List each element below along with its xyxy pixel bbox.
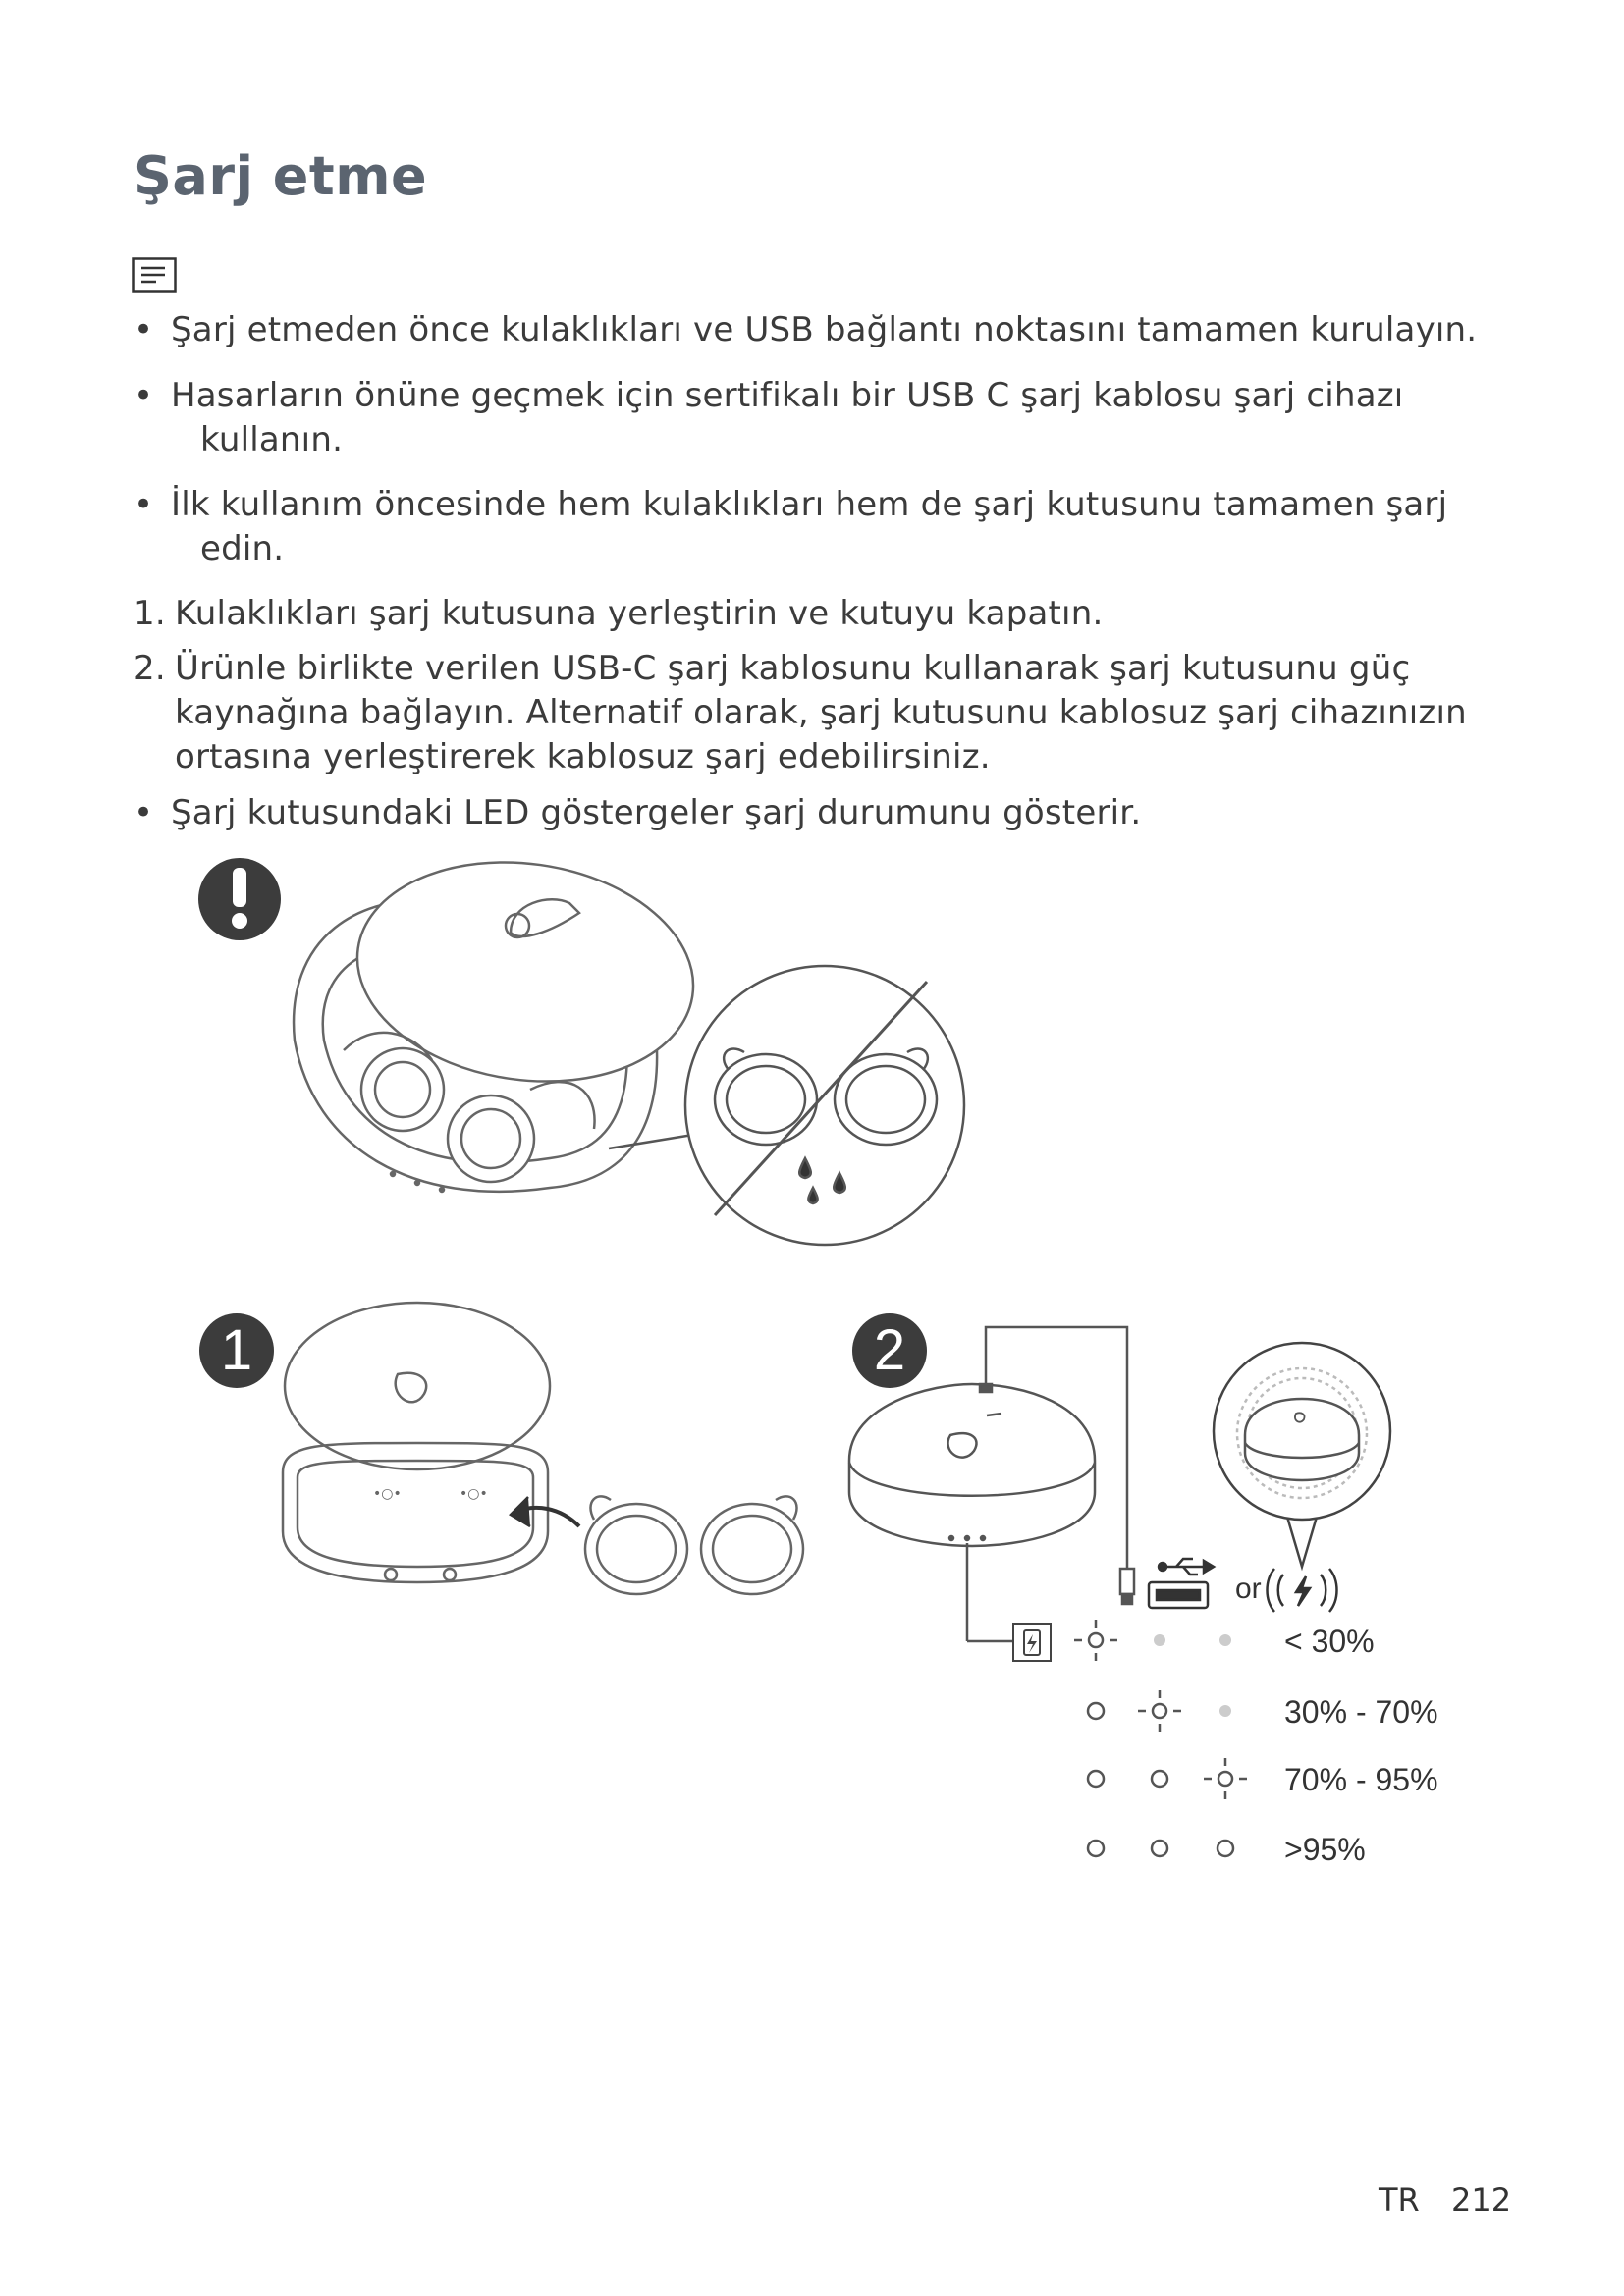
led-on	[1088, 1703, 1104, 1719]
led-level-label: >95%	[1284, 1832, 1366, 1867]
led-on	[1088, 1771, 1104, 1787]
open-case-illustration	[294, 841, 708, 1192]
usb-icon	[1149, 1559, 1214, 1608]
led-blinking	[1204, 1758, 1247, 1799]
page-number: 212	[1451, 2181, 1512, 2218]
svg-text:•○•: •○•	[460, 1486, 488, 1502]
note-text: Şarj etmeden önce kulaklıkları ve USB bağlantı noktasını tamamen kurulayın.	[171, 310, 1478, 349]
led-off	[1219, 1705, 1231, 1717]
warning-icon	[198, 858, 281, 940]
bullet-dot: •	[134, 793, 154, 832]
note-text-cont: kullanın.	[200, 420, 344, 459]
step1-badge: 1	[199, 1313, 274, 1388]
step2-badge: 2	[852, 1313, 927, 1388]
footer-language: TR	[1379, 2181, 1420, 2218]
page-title: Şarj etme	[134, 145, 428, 207]
note-text-cont: edin.	[200, 529, 285, 568]
led-level-label: 30% - 70%	[1284, 1694, 1438, 1730]
or-label: or	[1235, 1573, 1262, 1605]
step-text: Kulaklıkları şarj kutusuna yerleştirin ve kutuyu kapatın.	[175, 594, 1104, 633]
led-level-label: < 30%	[1284, 1624, 1375, 1659]
step-text: ortasına yerleştirerek kablosuz şarj edebilirsiniz.	[175, 737, 991, 776]
step-text: kaynağına bağlayın. Alternatif olarak, şarj kutusunu kablosuz şarj cihazınızın	[175, 693, 1467, 732]
led-level-label: 70% - 95%	[1284, 1762, 1438, 1797]
led-blinking	[1074, 1620, 1117, 1661]
bullet-dot: •	[134, 485, 154, 524]
led-indicator-matrix	[1074, 1620, 1247, 1856]
bullet-dot: •	[134, 310, 154, 349]
battery-charging-icon	[1013, 1624, 1051, 1661]
svg-text:•○•: •○•	[373, 1486, 402, 1502]
wireless-charger-callout	[1214, 1343, 1390, 1567]
note-text: İlk kullanım öncesinde hem kulaklıkları hem de şarj kutusunu tamamen şarj	[171, 485, 1448, 524]
led-on	[1088, 1841, 1104, 1856]
led-note-text: Şarj kutusundaki LED göstergeler şarj durumunu gösterir.	[171, 793, 1142, 832]
note-text: Hasarların önüne geçmek için sertifikalı bir USB C şarj kablosu şarj cihazı	[171, 376, 1404, 415]
led-on	[1152, 1841, 1167, 1856]
led-blinking	[1138, 1690, 1181, 1732]
step1-illustration	[283, 1303, 803, 1594]
step-text: Ürünle birlikte verilen USB-C şarj kablosunu kullanarak şarj kutusunu güç	[175, 649, 1411, 688]
step-number: 1.	[134, 594, 166, 633]
bullet-dot: •	[134, 376, 154, 415]
led-off	[1219, 1634, 1231, 1646]
led-off	[1154, 1634, 1165, 1646]
step-number: 2.	[134, 649, 166, 688]
led-on	[1152, 1771, 1167, 1787]
led-on	[1218, 1841, 1233, 1856]
wireless-charging-icon	[1268, 1569, 1337, 1612]
